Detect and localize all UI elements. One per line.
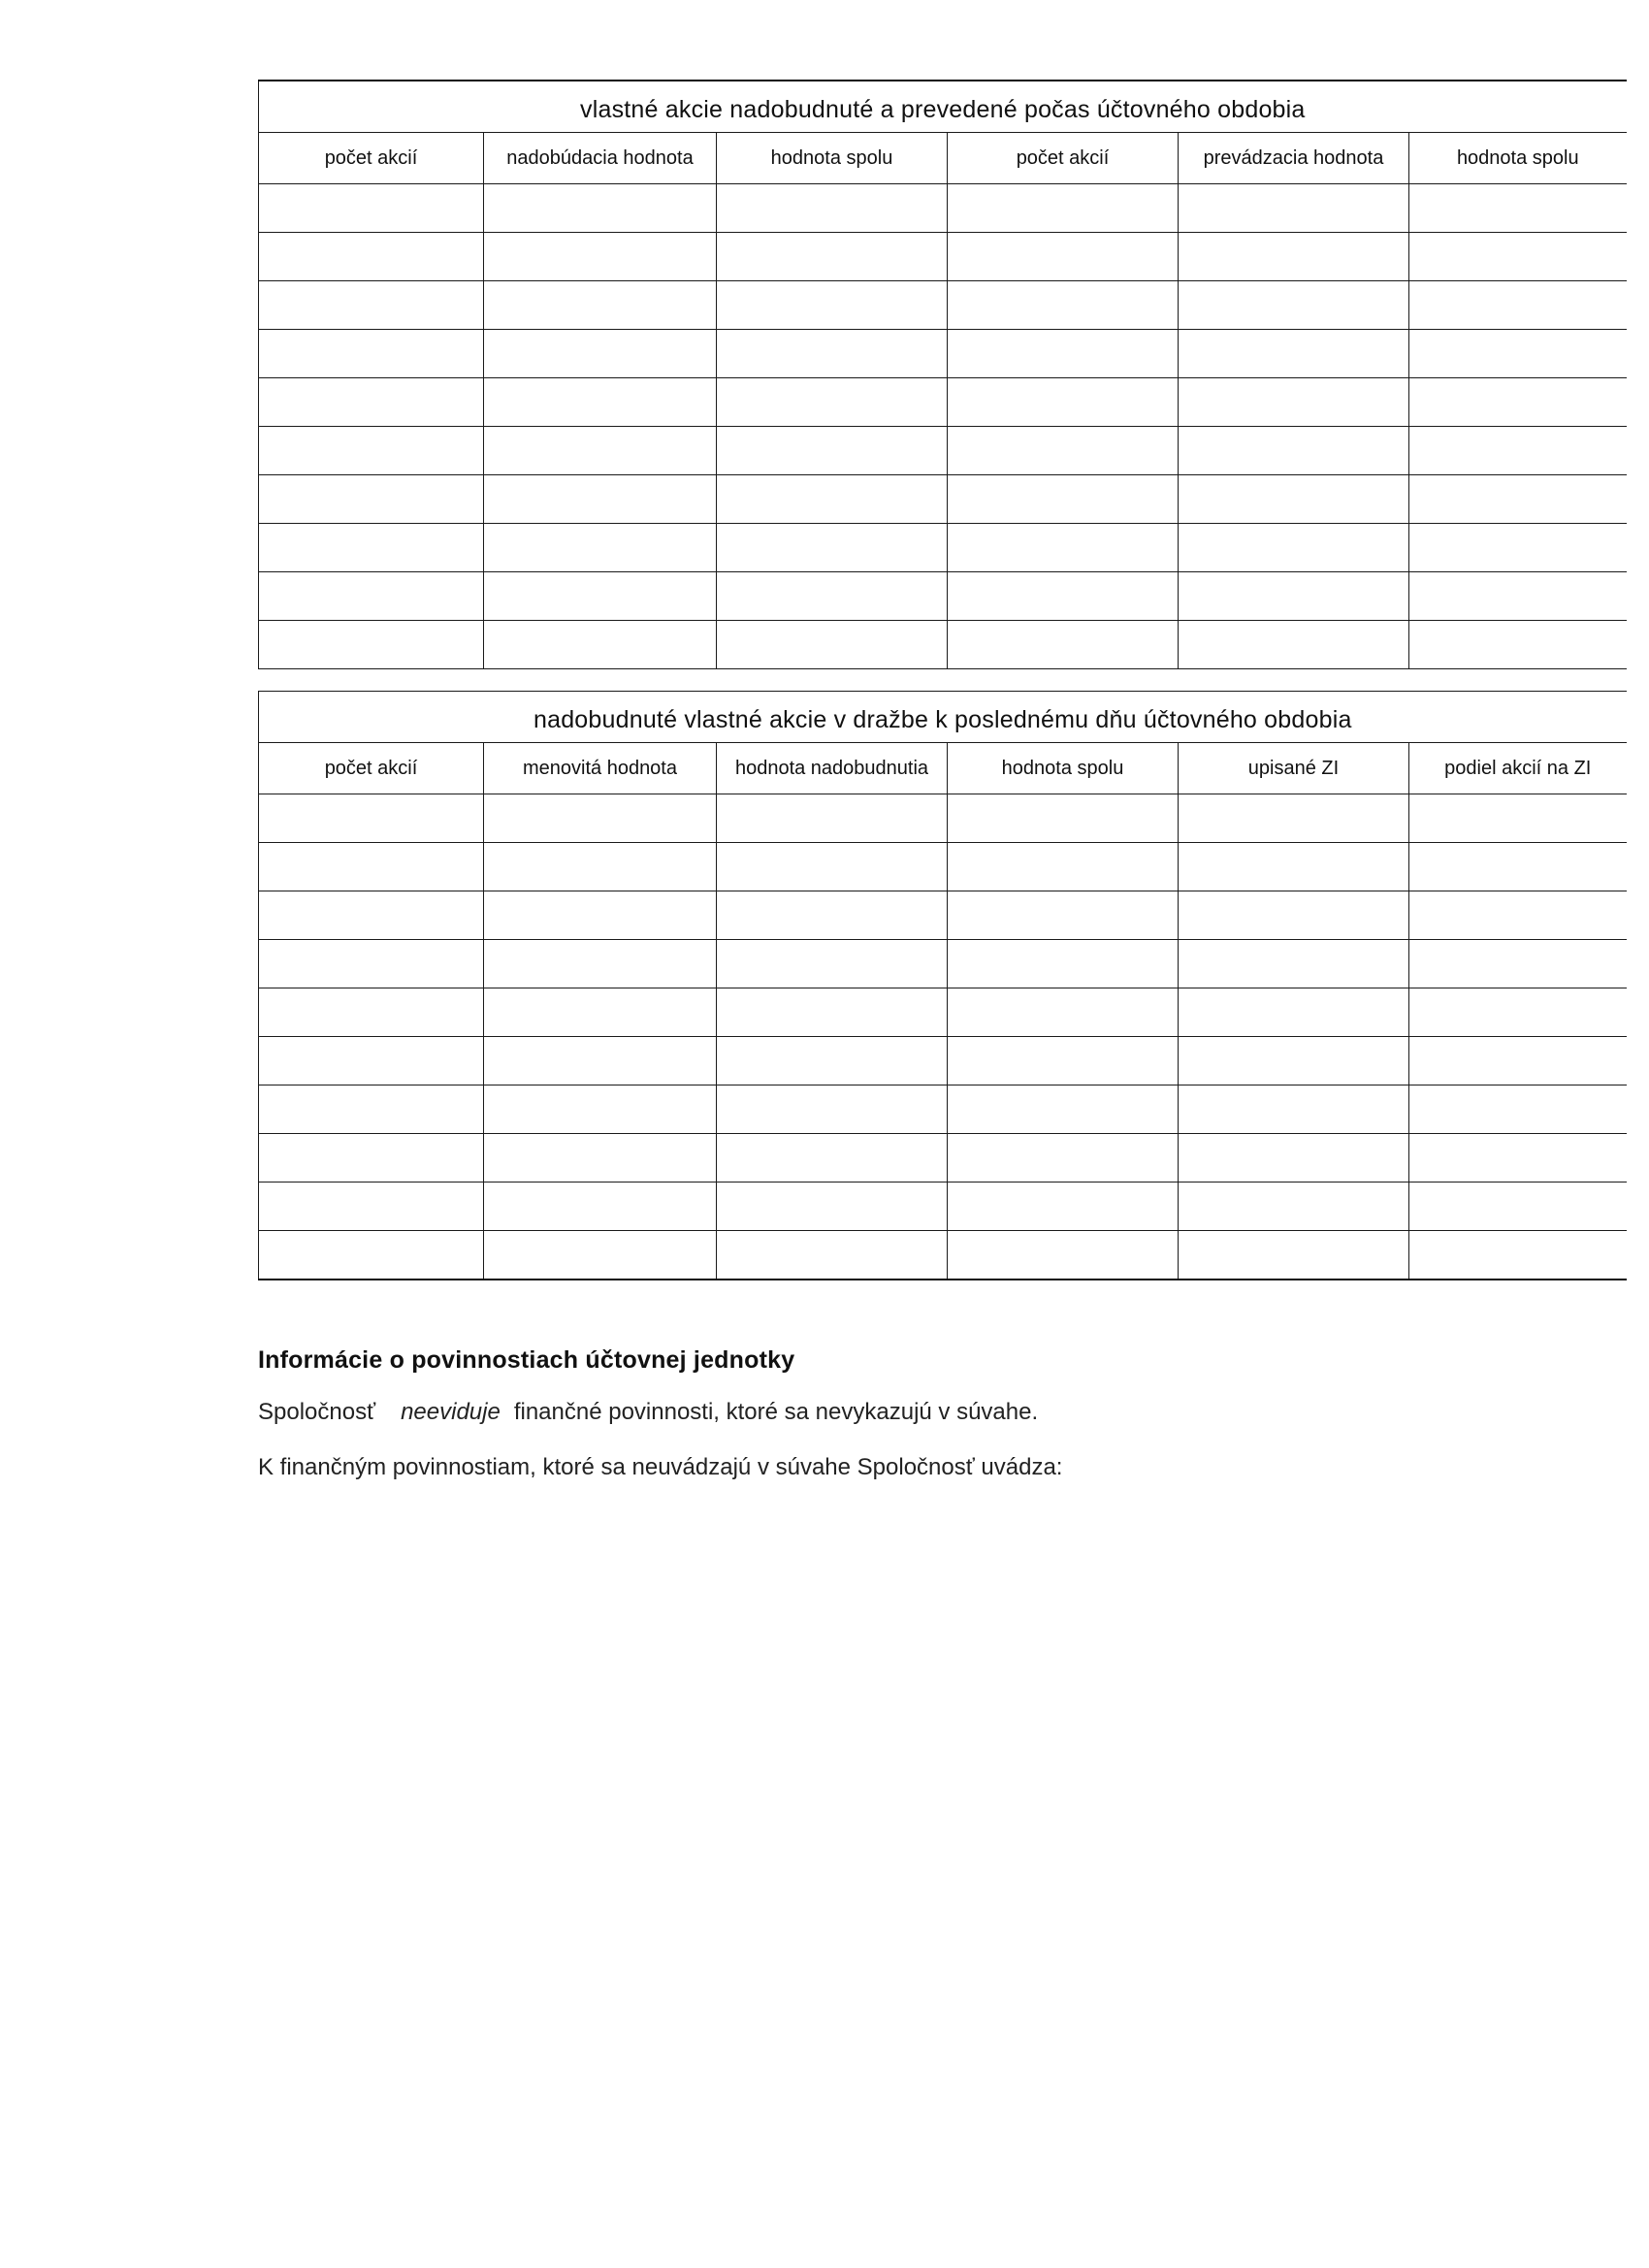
table-cell [259,233,484,281]
table-cell [717,794,948,843]
table-cell [259,378,484,427]
table-cell [1179,281,1409,330]
column-header: upisané ZI [1179,743,1409,794]
statement-rest: finančné povinnosti, ktoré sa nevykazujú v súvahe. [513,1399,1039,1425]
column-header: podiel akcií na ZI [1409,743,1627,794]
table-row [259,940,1627,988]
table-cell [484,1134,717,1183]
column-header: hodnota spolu [717,133,948,184]
table-cell [259,524,484,572]
table-row [259,281,1627,330]
table-cell [717,233,948,281]
table-cell [717,572,948,621]
table-cell [948,1231,1179,1280]
table-cell [1409,427,1627,475]
table-cell [717,330,948,378]
column-header: počet akcií [948,133,1179,184]
table-cell [1179,794,1409,843]
table-cell [484,794,717,843]
table-title: nadobudnuté vlastné akcie v dražbe k poslednému dňu účtovného obdobia [259,692,1627,743]
table-row [259,794,1627,843]
obligations-statement [258,1399,1038,1426]
table-row [259,184,1627,233]
table-cell [717,1183,948,1231]
column-header: hodnota spolu [1409,133,1627,184]
table-cell [1409,475,1627,524]
table-cell [1409,1085,1627,1134]
auction-shares-table [258,691,1627,1280]
table-cell [717,891,948,940]
table-cell [484,572,717,621]
table-cell [259,940,484,988]
table-cell [484,1183,717,1231]
table-cell [1409,572,1627,621]
table-cell [1409,940,1627,988]
table-cell [259,475,484,524]
table-cell [1409,281,1627,330]
table-cell [948,794,1179,843]
table-row [259,330,1627,378]
table-cell [717,1037,948,1085]
table-cell [1179,233,1409,281]
table-cell [1179,843,1409,891]
table-title-row [259,81,1627,133]
table-row [259,378,1627,427]
table-cell [484,475,717,524]
column-header: počet akcií [259,133,484,184]
table-cell [717,843,948,891]
statement-emphasis: neeviduje [401,1399,501,1425]
table-cell [717,940,948,988]
table-cell [484,988,717,1037]
table-cell [259,1085,484,1134]
table-cell [1409,1231,1627,1280]
table-row [259,524,1627,572]
table-cell [1409,1037,1627,1085]
table-cell [484,1037,717,1085]
table-cell [484,1085,717,1134]
table-row [259,1134,1627,1183]
table-cell [948,1085,1179,1134]
table-header-row [259,743,1627,794]
table-cell [717,1134,948,1183]
table-cell [1179,475,1409,524]
table-row [259,621,1627,669]
table-cell [259,843,484,891]
table-cell [484,940,717,988]
table-cell [1179,524,1409,572]
table-cell [484,233,717,281]
table-cell [1409,330,1627,378]
table-cell [717,378,948,427]
table-cell [717,184,948,233]
table-row [259,427,1627,475]
table-cell [717,1085,948,1134]
statement-subject: Spoločnosť [258,1399,376,1425]
table-row [259,475,1627,524]
table-cell [1409,843,1627,891]
column-header: počet akcií [259,743,484,794]
table-cell [948,988,1179,1037]
table-cell [1179,1183,1409,1231]
table-cell [948,843,1179,891]
table-cell [948,524,1179,572]
table-cell [484,281,717,330]
table-cell [948,330,1179,378]
table-cell [1179,427,1409,475]
table-cell [1409,1183,1627,1231]
column-header: hodnota nadobudnutia [717,743,948,794]
table-cell [259,1231,484,1280]
table-cell [717,524,948,572]
table-cell [1179,621,1409,669]
table-title-row [259,692,1627,743]
table-cell [1179,940,1409,988]
table-cell [1179,184,1409,233]
column-header: prevádzacia hodnota [1179,133,1409,184]
table-cell [259,184,484,233]
table-cell [484,378,717,427]
table-cell [484,843,717,891]
table-cell [948,621,1179,669]
table-cell [484,1231,717,1280]
table-cell [948,281,1179,330]
table-row [259,891,1627,940]
table-row [259,1231,1627,1280]
table-cell [259,621,484,669]
table-cell [1409,794,1627,843]
table-cell [1409,621,1627,669]
table-cell [259,427,484,475]
table-cell [1179,1037,1409,1085]
table-cell [259,794,484,843]
table-cell [1409,1134,1627,1183]
table-cell [484,330,717,378]
table-cell [948,427,1179,475]
table-cell [948,475,1179,524]
acquired-transferred-shares-table [258,80,1627,669]
table-cell [259,1037,484,1085]
table-cell [1179,1231,1409,1280]
table-cell [948,1037,1179,1085]
table-row [259,1085,1627,1134]
table-cell [717,621,948,669]
table-cell [484,524,717,572]
table-cell [948,378,1179,427]
table-cell [948,1183,1179,1231]
table-cell [484,891,717,940]
table-cell [1409,524,1627,572]
table-cell [484,184,717,233]
column-header: hodnota spolu [948,743,1179,794]
table-row [259,988,1627,1037]
table-cell [1409,988,1627,1037]
obligations-list-intro: K finančným povinnostiam, ktoré sa neuvádzajú v súvahe Spoločnosť uvádza: [258,1454,1063,1480]
table-cell [259,1134,484,1183]
table-cell [1409,233,1627,281]
table-row [259,233,1627,281]
table-title: vlastné akcie nadobudnuté a prevedené počas účtovného obdobia [259,81,1627,133]
table-row [259,843,1627,891]
table-cell [259,572,484,621]
table-cell [948,184,1179,233]
table-row [259,572,1627,621]
table-cell [717,427,948,475]
table-cell [1409,891,1627,940]
table-cell [259,281,484,330]
table-cell [948,572,1179,621]
table-cell [1409,378,1627,427]
table-cell [1179,1134,1409,1183]
table-cell [484,621,717,669]
table-cell [1179,378,1409,427]
table-cell [948,891,1179,940]
table-row [259,1037,1627,1085]
table-row [259,1183,1627,1231]
table-cell [1179,572,1409,621]
table-cell [1179,330,1409,378]
table-cell [948,940,1179,988]
table-cell [717,281,948,330]
table-cell [484,427,717,475]
table-cell [1179,1085,1409,1134]
table-cell [948,233,1179,281]
table-cell [1409,184,1627,233]
table-cell [259,891,484,940]
section-heading: Informácie o povinnostiach účtovnej jednotky [258,1346,795,1374]
table-cell [948,1134,1179,1183]
table-header-row [259,133,1627,184]
table-cell [259,988,484,1037]
column-header: nadobúdacia hodnota [484,133,717,184]
table-cell [1179,988,1409,1037]
column-header: menovitá hodnota [484,743,717,794]
table-cell [717,475,948,524]
table-cell [259,330,484,378]
table-cell [717,988,948,1037]
table-cell [1179,891,1409,940]
table-cell [259,1183,484,1231]
table-cell [717,1231,948,1280]
